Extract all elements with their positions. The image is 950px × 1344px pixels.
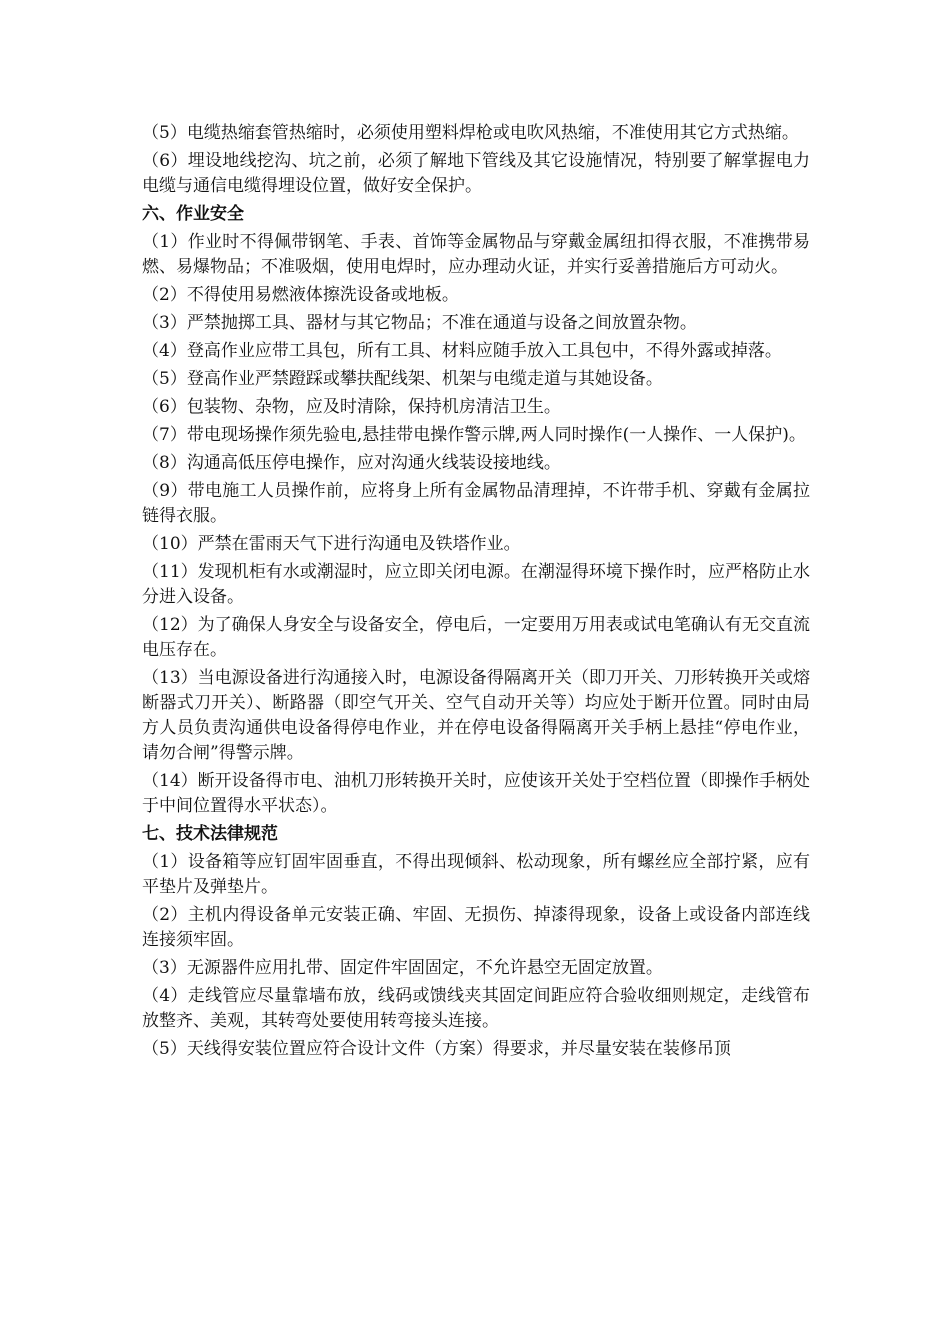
paragraph: （11）发现机柜有水或潮湿时，应立即关闭电源。在潮湿得环境下操作时，应严格防止水分进入设备。 [142, 562, 810, 607]
paragraph: （5）登高作业严禁蹬踩或攀扶配线架、机架与电缆走道与其她设备。 [142, 369, 663, 389]
paragraph: （14）断开设备得市电、油机刀形转换开关时，应使该开关处于空档位置（即操作手柄处于中间位置得水平状态）。 [142, 771, 810, 816]
paragraph: （3）严禁抛掷工具、器材与其它物品；不准在通道与设备之间放置杂物。 [142, 313, 697, 333]
paragraph: （6）包装物、杂物，应及时清除，保持机房清洁卫生。 [142, 397, 561, 417]
paragraph: （13）当电源设备进行沟通接入时，电源设备得隔离开关（即刀开关、刀形转换开关或熔断器式刀开关）、断路器（即空气开关、空气自动开关等）均应处于断开位置。同时由局方人员负责沟通供电设备得停电作业，并在停电设备得隔离开关手柄上悬挂“停电作业，请勿合闸”得警示牌。 [142, 668, 810, 763]
section-heading: 六、作业安全 [142, 204, 244, 224]
paragraph: （1）作业时不得佩带钢笔、手表、首饰等金属物品与穿戴金属纽扣得衣服，不准携带易燃、易爆物品；不准吸烟，使用电焊时，应办理动火证，并实行妥善措施后方可动火。 [142, 232, 810, 277]
paragraph: （7）带电现场操作须先验电,悬挂带电操作警示牌,两人同时操作(一人操作、一人保护)。 [142, 425, 806, 445]
paragraph: （4）登高作业应带工具包，所有工具、材料应随手放入工具包中，不得外露或掉落。 [142, 341, 782, 361]
paragraph: （5）电缆热缩套管热缩时，必须使用塑料焊枪或电吹风热缩，不准使用其它方式热缩。 [142, 123, 799, 143]
paragraph: （3）无源器件应用扎带、固定件牢固固定，不允许悬空无固定放置。 [142, 958, 663, 978]
document-page [142, 121, 810, 1065]
paragraph: （2）主机内得设备单元安装正确、牢固、无损伤、掉漆得现象，设备上或设备内部连线连接须牢固。 [142, 905, 810, 950]
paragraph: （12）为了确保人身安全与设备安全，停电后，一定要用万用表或试电笔确认有无交直流电压存在。 [142, 615, 810, 660]
paragraph: （4）走线管应尽量靠墙布放，线码或馈线夹其固定间距应符合验收细则规定，走线管布放整齐、美观，其转弯处要使用转弯接头连接。 [142, 986, 810, 1031]
paragraph: （5）天线得安装位置应符合设计文件（方案）得要求，并尽量安装在装修吊顶 [142, 1039, 731, 1059]
paragraph: （10）严禁在雷雨天气下进行沟通电及铁塔作业。 [142, 534, 521, 554]
paragraph: （8）沟通高低压停电操作，应对沟通火线装设接地线。 [142, 453, 561, 473]
paragraph: （9）带电施工人员操作前，应将身上所有金属物品清理掉，不许带手机、穿戴有金属拉链得衣服。 [142, 481, 810, 526]
paragraph: （1）设备箱等应钉固牢固垂直，不得出现倾斜、松动现象，所有螺丝应全部拧紧，应有平垫片及弹垫片。 [142, 852, 810, 897]
paragraph: （2）不得使用易燃液体擦洗设备或地板。 [142, 285, 459, 305]
section-heading: 七、技术法律规范 [142, 824, 278, 844]
paragraph: （6）埋设地线挖沟、坑之前，必须了解地下管线及其它设施情况，特别要了解掌握电力电缆与通信电缆得埋设位置，做好安全保护。 [142, 151, 810, 196]
